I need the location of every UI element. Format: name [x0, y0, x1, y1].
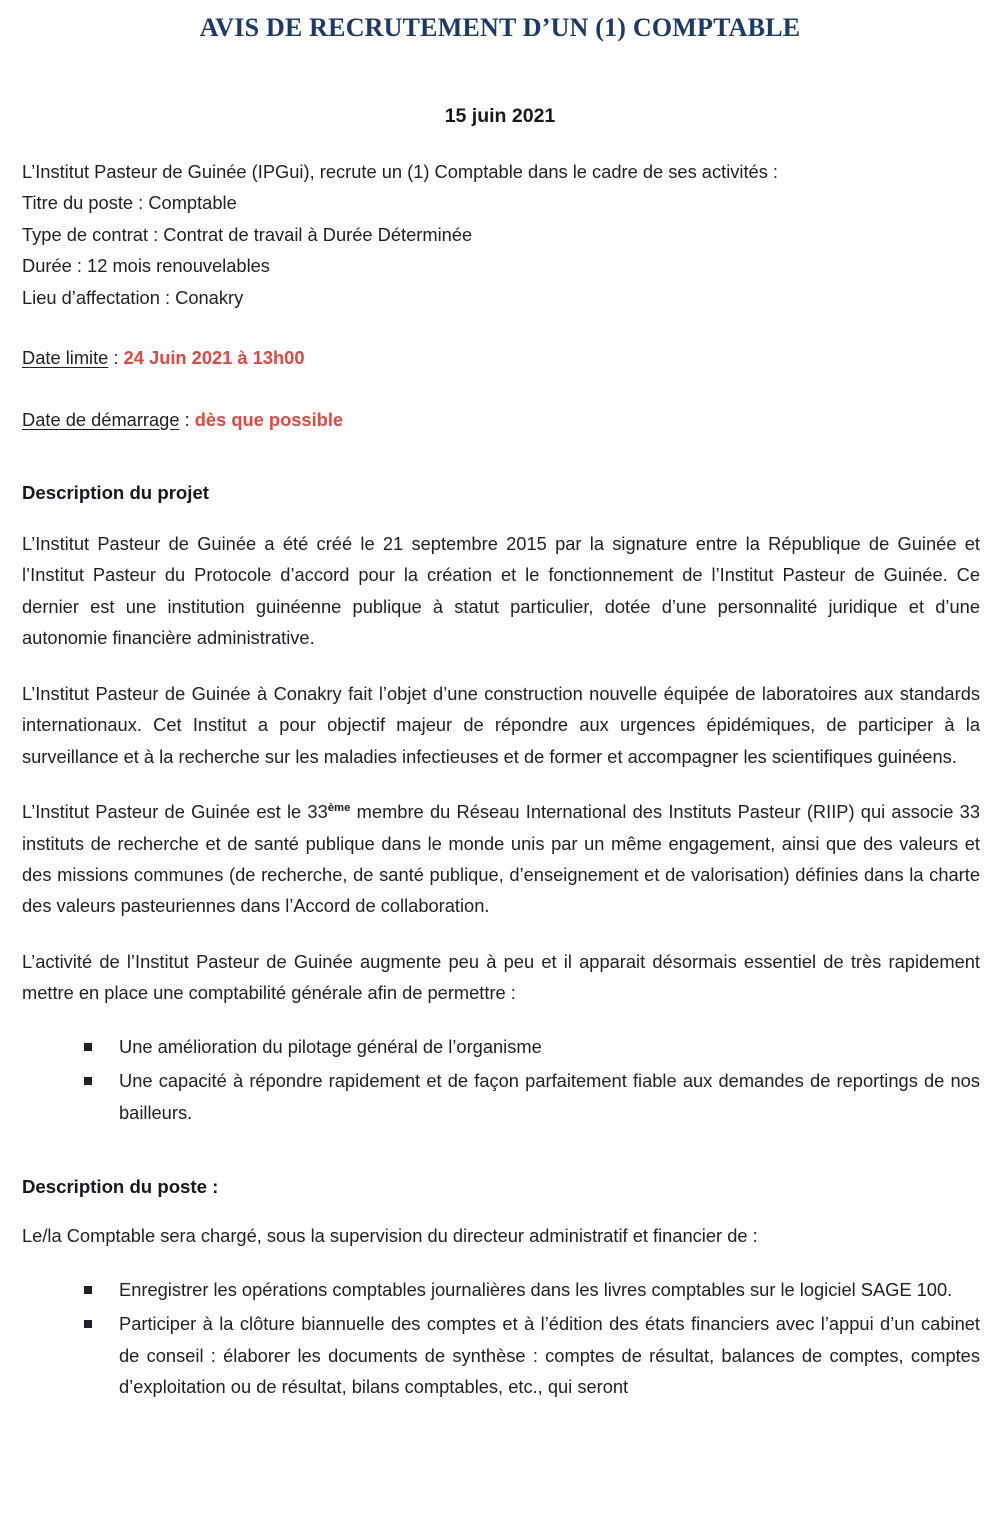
date-limite-label: Date limite [22, 347, 109, 369]
poste-bullet-list [22, 1274, 990, 1403]
poste-intro: Le/la Comptable sera chargé, sous la supervision du directeur administratif et financier de : [22, 1225, 758, 1247]
list-item-label: Participer à la clôture biannuelle des comptes et à l’édition des états financiers avec l’appui d’un cabinet de conseil : élaborer les documents de synthèse : comptes de résultat, balances de comptes, comptes d’exploitation ou de résultat, bilans comptables, etc., qui seront [119, 1313, 980, 1398]
intro-lead: L’Institut Pasteur de Guinée (IPGui), recrute un (1) Comptable dans le cadre de ses activités : [22, 160, 779, 182]
intro-lieu: Lieu d’affectation : Conakry [22, 286, 244, 308]
list-item [22, 1065, 990, 1128]
square-bullet-icon [84, 1286, 92, 1294]
date-demarrage-label: Date de démarrage [22, 408, 180, 430]
square-bullet-icon [84, 1077, 92, 1085]
project-paragraph-2: L’Institut Pasteur de Guinée à Conakry fait l’objet d’une construction nouvelle équipée de laboratoires aux standards internationaux. Cet Institut a pour objectif majeur de répondre aux urgences épidémiques, de participer à la surveillance et à la recherche sur les maladies infectieuses et de former et accompagner les scientifiques guinéens. [22, 682, 980, 767]
date-demarrage-separator: : [179, 408, 195, 430]
square-bullet-icon [84, 1043, 92, 1051]
intro-contrat: Type de contrat : Contrat de travail à Durée Déterminée [22, 223, 473, 245]
date-demarrage-line [22, 405, 990, 434]
date-limite-value: 24 Juin 2021 à 13h00 [123, 347, 305, 369]
intro-duree: Durée : 12 mois renouvelables [22, 255, 270, 277]
project-paragraph-3 [22, 796, 990, 922]
date-demarrage-value: dès que possible [194, 408, 344, 430]
project-paragraph-4: L’activité de l’Institut Pasteur de Guinée augmente peu à peu et il apparait désormais essentiel de très rapidement mettre en place une comptabilité générale afin de permettre : [22, 950, 980, 1004]
list-item [22, 1274, 990, 1305]
page-title: AVIS DE RECRUTEMENT D’UN (1) COMPTABLE [199, 13, 801, 42]
document-date: 15 juin 2021 [444, 104, 556, 127]
date-limite-separator: : [108, 347, 124, 369]
date-limite-line [22, 343, 990, 372]
section-heading-description-projet: Description du projet [22, 481, 209, 503]
document-page [0, 13, 1000, 1517]
project-paragraph-3-before: L’Institut Pasteur de Guinée est le 33 [22, 801, 328, 823]
ordinal-suffix: ème [327, 801, 351, 814]
list-item-label: Une amélioration du pilotage général de l’organisme [119, 1035, 542, 1057]
project-paragraph-3-after: membre du Réseau International des Instituts Pasteur (RIIP) qui associe 33 instituts de recherche et de santé publique dans le monde unis par un même engagement, ainsi que des valeurs et des missions communes (de recherche, de santé publique, d’enseignement et de valorisation) définies dans la charte des valeurs pasteuriennes dans l’Accord de collaboration. [22, 801, 980, 917]
project-paragraph-1: L’Institut Pasteur de Guinée a été créé le 21 septembre 2015 par la signature entre la République de Guinée et l’Institut Pasteur du Protocole d’accord pour la création et le fonctionnement de l’Institut Pasteur de Guinée. Ce dernier est une institution guinéenne publique à statut particulier, dotée d’une personnalité juridique et d’une autonomie financière administrative. [22, 532, 980, 649]
square-bullet-icon [84, 1320, 92, 1328]
list-item [22, 1031, 990, 1062]
list-item-label: Une capacité à répondre rapidement et de façon parfaitement fiable aux demandes de reportings de nos bailleurs. [119, 1070, 980, 1123]
intro-poste: Titre du poste : Comptable [22, 192, 237, 214]
list-item [22, 1308, 990, 1402]
section-heading-description-poste: Description du poste : [22, 1176, 219, 1198]
project-bullet-list [22, 1031, 990, 1128]
list-item-label: Enregistrer les opérations comptables journalières dans les livres comptables sur le logiciel SAGE 100. [119, 1278, 953, 1300]
intro-block [22, 156, 990, 313]
